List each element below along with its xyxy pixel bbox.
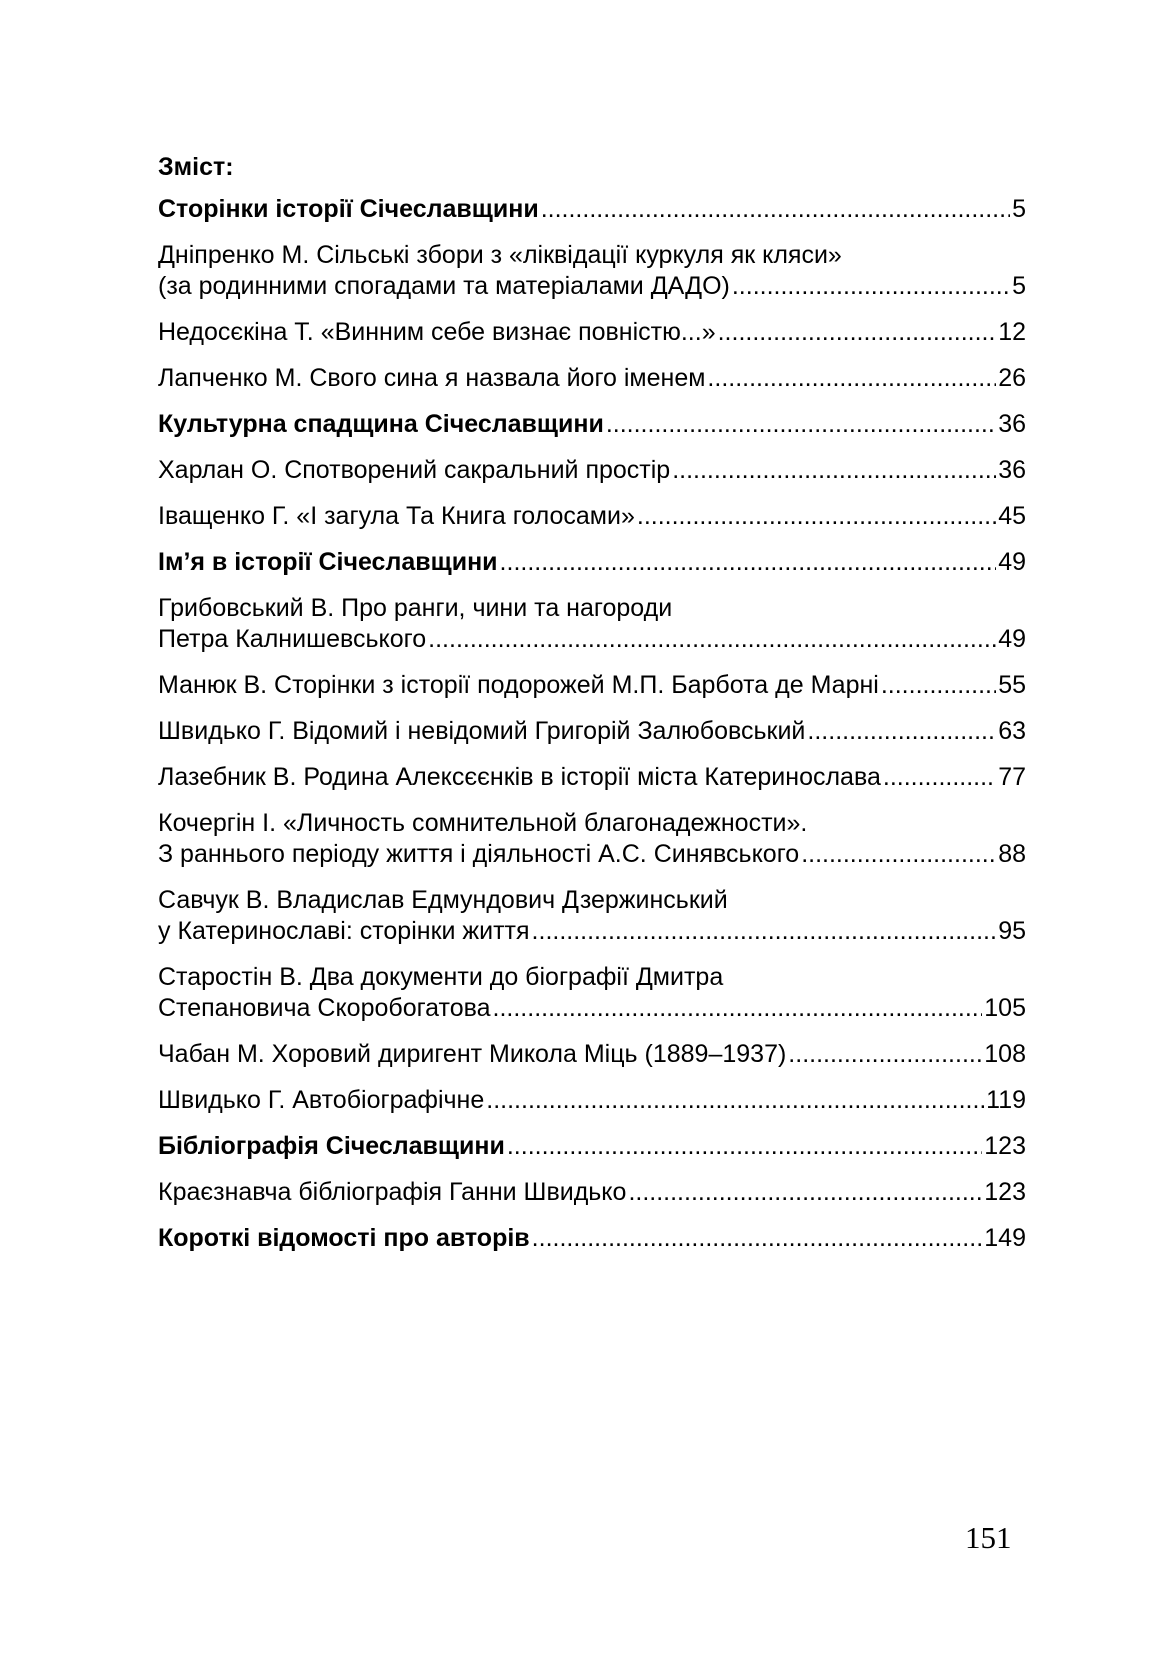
page-number: 151 bbox=[965, 1520, 1012, 1555]
toc-entry-line bbox=[158, 670, 1026, 701]
dot-leader bbox=[732, 271, 1010, 302]
dot-leader bbox=[807, 716, 996, 747]
toc-page-number: 45 bbox=[998, 502, 1026, 530]
toc-page-number: 12 bbox=[998, 318, 1026, 346]
dot-leader bbox=[637, 501, 996, 532]
toc-entry-text: Лазебник В. Родина Алексєєнків в історії міста Катеринослава bbox=[158, 763, 881, 791]
dot-leader bbox=[500, 547, 997, 578]
toc-section-heading bbox=[158, 1223, 1026, 1254]
toc-entry bbox=[158, 240, 1026, 302]
toc-title: Зміст: bbox=[158, 153, 234, 181]
dot-leader bbox=[707, 363, 996, 394]
dot-leader bbox=[428, 624, 996, 655]
toc-entry bbox=[158, 1085, 1026, 1116]
toc-entry-text: Бібліографія Січеславщини bbox=[158, 1132, 505, 1160]
dot-leader bbox=[606, 409, 996, 440]
toc-entry-text: Іващенко Г. «І загула Та Книга голосами» bbox=[158, 502, 635, 530]
toc-entry-text: Сторінки історії Січеславщини bbox=[158, 195, 539, 223]
toc-entry-text: Савчук В. Владислав Едмундович Дзержинський bbox=[158, 886, 728, 914]
toc-entry-line bbox=[158, 993, 1026, 1024]
toc-page-number: 88 bbox=[998, 840, 1026, 868]
toc-entry-text: Швидько Г. Відомий і невідомий Григорій Залюбовський bbox=[158, 717, 806, 745]
toc-entry-line bbox=[158, 317, 1026, 348]
toc-page-number: 63 bbox=[998, 717, 1026, 745]
toc-entry bbox=[158, 962, 1026, 1024]
toc-entry-line bbox=[158, 916, 1026, 947]
toc-page-number: 105 bbox=[984, 994, 1026, 1022]
toc-entry-line bbox=[158, 624, 1026, 655]
toc-entry-text: Степановича Скоробогатова bbox=[158, 994, 491, 1022]
toc-entry-line bbox=[158, 501, 1026, 532]
toc-entry bbox=[158, 363, 1026, 394]
toc-page-number: 123 bbox=[984, 1132, 1026, 1160]
toc-page-number: 55 bbox=[998, 671, 1026, 699]
toc-entry-text: Кочергін І. «Личность сомнительной благонадежности». bbox=[158, 809, 808, 837]
toc-entry bbox=[158, 1039, 1026, 1070]
dot-leader bbox=[883, 762, 996, 793]
toc-page-number: 36 bbox=[998, 456, 1026, 484]
dot-leader bbox=[881, 670, 996, 701]
toc-page-number: 36 bbox=[998, 410, 1026, 438]
toc-entry-line bbox=[158, 1177, 1026, 1208]
toc-entry-line bbox=[158, 1085, 1026, 1116]
toc-page-number: 77 bbox=[998, 763, 1026, 791]
toc-entry-text: (за родинними спогадами та матеріалами ДАДО) bbox=[158, 272, 730, 300]
toc-entry-line bbox=[158, 455, 1026, 486]
toc-entry-line bbox=[158, 1223, 1026, 1254]
toc-entry-text: Швидько Г. Автобіографічне bbox=[158, 1086, 485, 1114]
toc-page-number: 5 bbox=[1012, 272, 1026, 300]
toc-entry-text: З раннього періоду життя і діяльності А.С. Синявського bbox=[158, 840, 800, 868]
toc-page-number: 49 bbox=[998, 548, 1026, 576]
toc-entry-text: у Катеринославі: сторінки життя bbox=[158, 917, 530, 945]
toc-entry-line bbox=[158, 1131, 1026, 1162]
toc-page-number: 119 bbox=[986, 1086, 1026, 1114]
toc-entry-line bbox=[158, 1039, 1026, 1070]
dot-leader bbox=[507, 1131, 982, 1162]
toc-entry-text: Манюк В. Сторінки з історії подорожей М.П. Барбота де Марні bbox=[158, 671, 879, 699]
toc-entry-text: Чабан М. Хоровий диригент Микола Міць (1889–1937) bbox=[158, 1040, 787, 1068]
toc-entry-line bbox=[158, 194, 1026, 225]
dot-leader bbox=[532, 916, 997, 947]
dot-leader bbox=[486, 1085, 984, 1116]
toc-entry bbox=[158, 670, 1026, 701]
dot-leader bbox=[801, 839, 996, 870]
toc-entry-text: Грибовський В. Про ранги, чини та нагороди bbox=[158, 594, 673, 622]
toc-entry-text: Старостін В. Два документи до біографії Дмитра bbox=[158, 963, 724, 991]
toc-page-number: 149 bbox=[984, 1224, 1026, 1252]
toc-section-heading bbox=[158, 194, 1026, 225]
toc-entry bbox=[158, 808, 1026, 870]
toc-entry-line bbox=[158, 839, 1026, 870]
toc-section-heading bbox=[158, 409, 1026, 440]
toc-entry bbox=[158, 593, 1026, 655]
toc-entry-line bbox=[158, 409, 1026, 440]
toc-entry bbox=[158, 501, 1026, 532]
toc-entry-text: Недосєкіна Т. «Винним себе визнає повністю...» bbox=[158, 318, 716, 346]
toc-entry-text: Краєзнавча бібліографія Ганни Швидько bbox=[158, 1178, 627, 1206]
toc-entry bbox=[158, 317, 1026, 348]
toc-page-number: 123 bbox=[984, 1178, 1026, 1206]
toc-entry bbox=[158, 716, 1026, 747]
dot-leader bbox=[541, 194, 1010, 225]
dot-leader bbox=[672, 455, 996, 486]
toc-entry-line bbox=[158, 363, 1026, 394]
toc-entry bbox=[158, 455, 1026, 486]
toc-entry-text: Ім’я в історії Січеславщини bbox=[158, 548, 498, 576]
toc-entry-line bbox=[158, 547, 1026, 578]
dot-leader bbox=[493, 993, 983, 1024]
toc-entry bbox=[158, 885, 1026, 947]
toc-entry-text: Петра Калнишевського bbox=[158, 625, 427, 653]
dot-leader bbox=[532, 1223, 983, 1254]
toc-entry-text: Культурна спадщина Січеславщини bbox=[158, 410, 604, 438]
toc-entry bbox=[158, 1177, 1026, 1208]
toc-page-number: 95 bbox=[998, 917, 1026, 945]
toc-page-number: 49 bbox=[998, 625, 1026, 653]
toc-entry-line bbox=[158, 271, 1026, 302]
toc-entry-line bbox=[158, 762, 1026, 793]
toc-page-number: 26 bbox=[998, 364, 1026, 392]
toc-page-number: 108 bbox=[984, 1040, 1026, 1068]
toc-section-heading bbox=[158, 547, 1026, 578]
toc-section-heading bbox=[158, 1131, 1026, 1162]
toc-entry-text: Дніпренко М. Сільські збори з «ліквідації куркуля як кляси» bbox=[158, 241, 842, 269]
dot-leader bbox=[628, 1177, 982, 1208]
toc-list bbox=[158, 194, 1026, 1254]
toc-entry-text: Лапченко М. Свого сина я назвала його іменем bbox=[158, 364, 706, 392]
table-of-contents bbox=[158, 152, 1026, 1269]
dot-leader bbox=[788, 1039, 982, 1070]
toc-entry bbox=[158, 762, 1026, 793]
toc-entry-text: Короткі відомості про авторів bbox=[158, 1224, 530, 1252]
toc-entry-text: Харлан О. Спотворений сакральний простір bbox=[158, 456, 671, 484]
dot-leader bbox=[718, 317, 997, 348]
toc-entry-line bbox=[158, 716, 1026, 747]
toc-page-number: 5 bbox=[1012, 195, 1026, 223]
